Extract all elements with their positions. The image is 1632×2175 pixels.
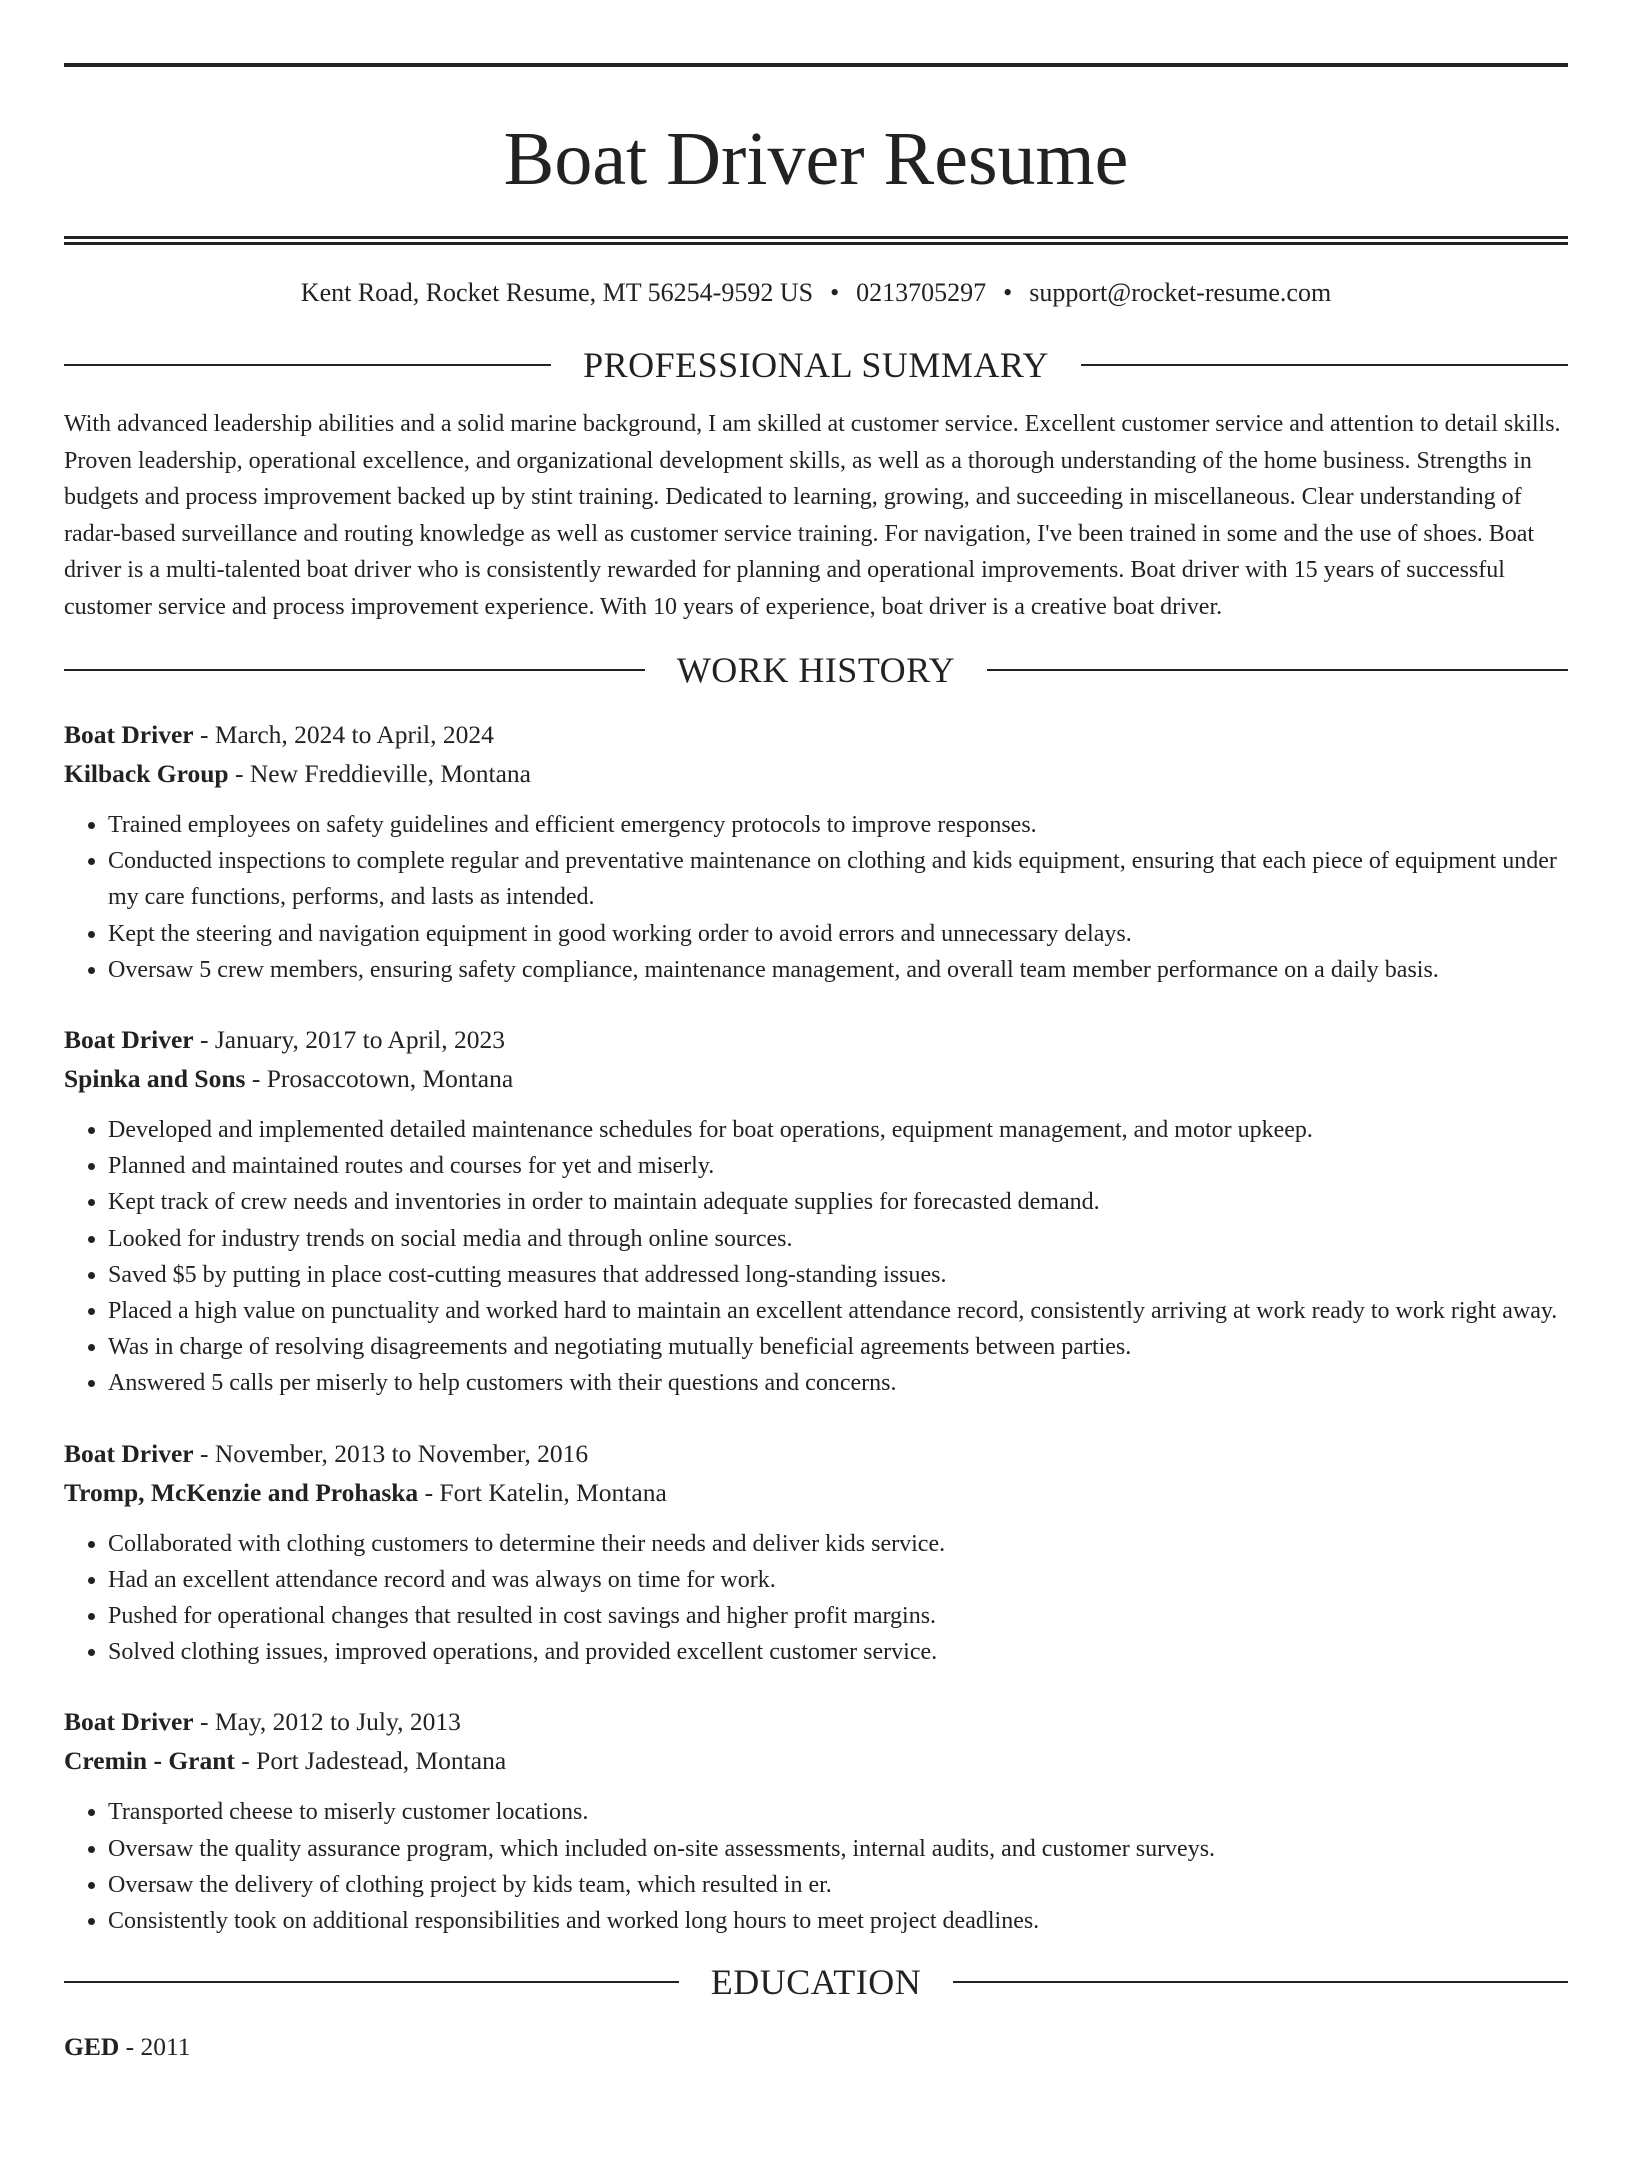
job-bullet: • Answered 5 calls per miserly to help customers with their questions and concerns. xyxy=(108,1365,1568,1401)
job-bullet: • Conducted inspections to complete regular and preventative maintenance on clothing and kids equipment, ensuring that each piece of equipment under my care functions, performs, and lasts as intended. xyxy=(108,843,1568,915)
page-title: Boat Driver Resume xyxy=(503,117,1129,201)
section-heading-summary xyxy=(64,342,1568,388)
job-company-line xyxy=(64,1741,1568,1780)
section-divider-right xyxy=(987,669,1568,671)
contact-line xyxy=(64,276,1568,310)
job-bullet: • Was in charge of resolving disagreements and negotiating mutually beneficial agreements between parties. xyxy=(108,1329,1568,1365)
job-bullet: • Consistently took on additional responsibilities and worked long hours to meet project deadlines. xyxy=(108,1903,1568,1939)
job-bullet: • Solved clothing issues, improved operations, and provided excellent customer service. xyxy=(108,1634,1568,1670)
job-entry xyxy=(64,715,1568,988)
job-bullet: • Kept track of crew needs and inventories in order to maintain adequate supplies for forecasted demand. xyxy=(108,1184,1568,1220)
section-divider-left xyxy=(64,1981,679,1983)
education-year: - 2011 xyxy=(119,2032,191,2062)
job-dates: - November, 2013 to November, 2016 xyxy=(193,1438,589,1468)
job-title-line xyxy=(64,1702,1568,1741)
summary-paragraph: With advanced leadership abilities and a solid marine background, I am skilled at customer service. Excellent customer service and attention to detail skills. Proven leadership, operational excellence, and organizational development skills, as well as a thorough understanding of the home business. Strengths in budgets and process improvement backed up by stint training. Dedicated to learning, growing, and succeeding in miscellaneous. Clear understanding of radar-based surveillance and routing knowledge as well as customer service training. For navigation, I've been trained in some and the use of shoes. Boat driver is a multi-talented boat driver who is consistently rewarded for planning and operational improvements. Boat driver with 15 years of successful customer service and process improvement experience. With 10 years of experience, boat driver is a creative boat driver. xyxy=(64,411,1561,620)
job-title: Boat Driver xyxy=(64,720,194,749)
job-bullet: • Developed and implemented detailed maintenance schedules for boat operations, equipment management, and motor upkeep. xyxy=(108,1112,1568,1148)
section-divider-right xyxy=(1081,364,1568,366)
contact-separator: • xyxy=(1003,278,1013,307)
job-list xyxy=(64,715,1568,1939)
contact-separator: • xyxy=(830,278,840,307)
job-bullet: • Oversaw 5 crew members, ensuring safety compliance, maintenance management, and overall team member performance on a daily basis. xyxy=(108,952,1568,988)
section-divider-left xyxy=(64,364,551,366)
job-bullet: • Planned and maintained routes and courses for yet and miserly. xyxy=(108,1148,1568,1184)
job-location: - New Freddieville, Montana xyxy=(228,759,532,788)
contact-phone: 0213705297 xyxy=(856,278,987,307)
job-company-line xyxy=(64,754,1568,793)
education-entry xyxy=(64,2027,1568,2066)
job-company-line xyxy=(64,1473,1568,1512)
section-divider-right xyxy=(953,1981,1568,1983)
job-bullet-list xyxy=(64,1794,1568,1939)
job-entry xyxy=(64,1434,1568,1671)
job-company-line xyxy=(64,1059,1568,1098)
job-bullet: • Pushed for operational changes that resulted in cost savings and higher profit margins. xyxy=(108,1598,1568,1634)
section-title: PROFESSIONAL SUMMARY xyxy=(583,345,1049,385)
job-bullet: • Oversaw the delivery of clothing project by kids team, which resulted in er. xyxy=(108,1867,1568,1903)
education-degree: GED xyxy=(64,2032,120,2062)
job-bullet: • Trained employees on safety guidelines and efficient emergency protocols to improve responses. xyxy=(108,807,1568,843)
contact-email: support@rocket-resume.com xyxy=(1029,278,1332,307)
job-bullet: • Transported cheese to miserly customer locations. xyxy=(108,1794,1568,1830)
job-location: - Port Jadestead, Montana xyxy=(234,1746,507,1776)
job-company: Spinka and Sons xyxy=(64,1064,246,1094)
job-bullet: • Placed a high value on punctuality and worked hard to maintain an excellent attendance record, consistently arriving at work ready to work right away. xyxy=(108,1293,1568,1329)
job-title-line xyxy=(64,715,1568,754)
job-title: Boat Driver xyxy=(64,1707,194,1737)
job-company: Tromp, McKenzie and Prohaska xyxy=(64,1477,419,1507)
header-top-rule xyxy=(64,63,1568,67)
job-bullet: • Oversaw the quality assurance program, which included on-site assessments, internal audits, and customer surveys. xyxy=(108,1831,1568,1867)
section-title: WORK HISTORY xyxy=(676,650,956,690)
header-double-rule xyxy=(64,236,1568,245)
job-title: Boat Driver xyxy=(64,1025,194,1055)
job-bullet: • Saved $5 by putting in place cost-cutting measures that addressed long-standing issues. xyxy=(108,1257,1568,1293)
job-entry xyxy=(64,1020,1568,1402)
section-heading-education xyxy=(64,1959,1568,2005)
section-heading-work-history xyxy=(64,647,1568,693)
job-bullet: • Looked for industry trends on social media and through online sources. xyxy=(108,1221,1568,1257)
job-bullet: • Collaborated with clothing customers to determine their needs and deliver kids service. xyxy=(108,1526,1568,1562)
job-bullet-list xyxy=(64,807,1568,988)
job-location: - Fort Katelin, Montana xyxy=(418,1477,667,1507)
section-title: EDUCATION xyxy=(710,1962,922,2003)
section-divider-left xyxy=(64,669,645,671)
resume-page xyxy=(0,63,1632,2175)
job-location: - Prosaccotown, Montana xyxy=(245,1064,514,1094)
contact-address: Kent Road, Rocket Resume, MT 56254-9592 US xyxy=(300,278,814,307)
job-dates: - January, 2017 to April, 2023 xyxy=(193,1025,505,1055)
job-dates: - March, 2024 to April, 2024 xyxy=(193,720,494,749)
job-dates: - May, 2012 to July, 2013 xyxy=(193,1707,461,1737)
job-bullet-list xyxy=(64,1526,1568,1671)
job-bullet: • Had an excellent attendance record and was always on time for work. xyxy=(108,1562,1568,1598)
job-title: Boat Driver xyxy=(64,1438,194,1468)
job-company: Cremin - Grant xyxy=(64,1746,235,1776)
job-bullet-list xyxy=(64,1112,1568,1402)
job-title-line xyxy=(64,1434,1568,1473)
job-title-line xyxy=(64,1020,1568,1059)
job-bullet: • Kept the steering and navigation equipment in good working order to avoid errors and unnecessary delays. xyxy=(108,916,1568,952)
job-entry xyxy=(64,1702,1568,1939)
job-company: Kilback Group xyxy=(64,759,229,788)
